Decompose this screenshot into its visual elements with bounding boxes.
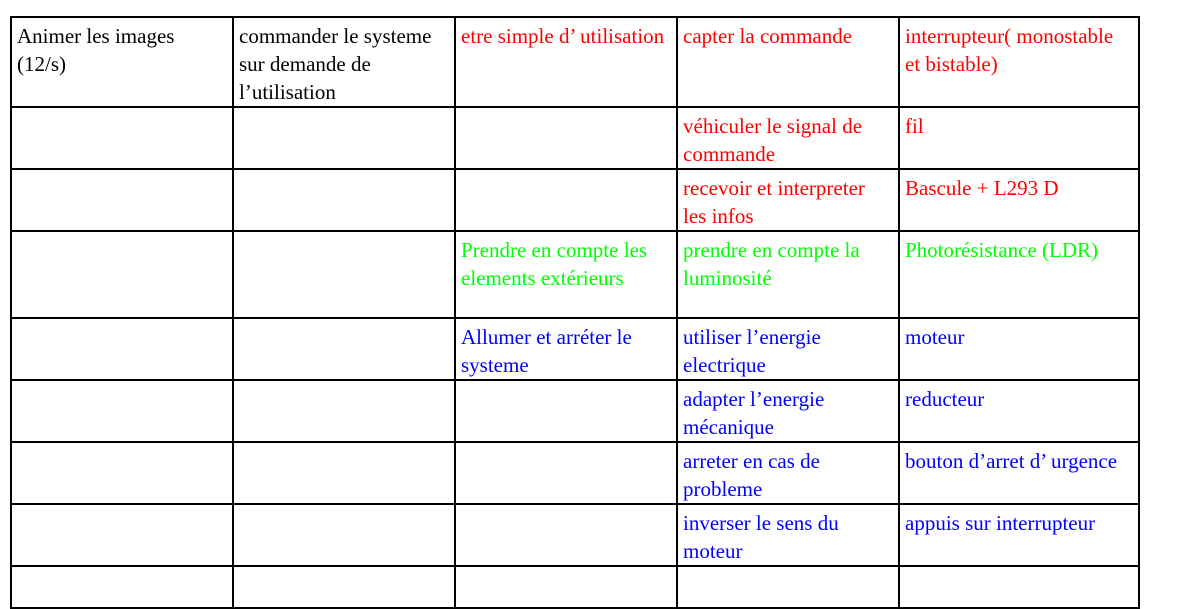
technical-function-cell: Allumer et arréter le systeme: [455, 318, 677, 380]
empty-cell: [11, 318, 233, 380]
empty-cell: [455, 504, 677, 566]
sub-function-cell: recevoir et interpreter les infos: [677, 169, 899, 231]
service-function-cell: commander le systeme sur demande de l’utilisation: [233, 17, 455, 107]
sub-function-cell: arreter en cas de probleme: [677, 442, 899, 504]
table-row: [11, 107, 1139, 169]
sub-function-cell: véhiculer le signal de commande: [677, 107, 899, 169]
empty-cell: [11, 442, 233, 504]
table-row: [11, 380, 1139, 442]
table-row: [11, 566, 1139, 608]
table-row: [11, 231, 1139, 318]
table-row: [11, 17, 1139, 107]
empty-cell: [233, 318, 455, 380]
solution-cell: reducteur: [899, 380, 1139, 442]
empty-cell: [11, 107, 233, 169]
empty-cell: [233, 380, 455, 442]
solution-cell: bouton d’arret d’ urgence: [899, 442, 1139, 504]
technical-function-cell: Prendre en compte les elements extérieurs: [455, 231, 677, 318]
sub-function-cell: prendre en compte la luminosité: [677, 231, 899, 318]
solution-cell: Photorésistance (LDR): [899, 231, 1139, 318]
empty-cell: [11, 566, 233, 608]
solution-cell: moteur: [899, 318, 1139, 380]
table-row: [11, 318, 1139, 380]
table-row: [11, 169, 1139, 231]
table-row: [11, 442, 1139, 504]
empty-cell: [233, 504, 455, 566]
sub-function-cell: utiliser l’energie electrique: [677, 318, 899, 380]
solution-cell: appuis sur interrupteur: [899, 504, 1139, 566]
empty-cell: [11, 169, 233, 231]
empty-cell: [11, 504, 233, 566]
empty-cell: [11, 231, 233, 318]
empty-cell: [455, 169, 677, 231]
empty-cell: [233, 442, 455, 504]
empty-cell: [677, 566, 899, 608]
functional-analysis-table: [10, 16, 1140, 609]
empty-cell: [233, 231, 455, 318]
empty-cell: [899, 566, 1139, 608]
main-function-cell: Animer les images (12/s): [11, 17, 233, 107]
solution-cell: Bascule + L293 D: [899, 169, 1139, 231]
technical-function-cell: etre simple d’ utilisation: [455, 17, 677, 107]
empty-cell: [233, 566, 455, 608]
empty-cell: [455, 442, 677, 504]
table-row: [11, 504, 1139, 566]
empty-cell: [455, 566, 677, 608]
empty-cell: [233, 169, 455, 231]
sub-function-cell: inverser le sens du moteur: [677, 504, 899, 566]
empty-cell: [455, 380, 677, 442]
empty-cell: [11, 380, 233, 442]
empty-cell: [455, 107, 677, 169]
solution-cell: fil: [899, 107, 1139, 169]
sub-function-cell: adapter l’energie mécanique: [677, 380, 899, 442]
empty-cell: [233, 107, 455, 169]
sub-function-cell: capter la commande: [677, 17, 899, 107]
solution-cell: interrupteur( monostable et bistable): [899, 17, 1139, 107]
